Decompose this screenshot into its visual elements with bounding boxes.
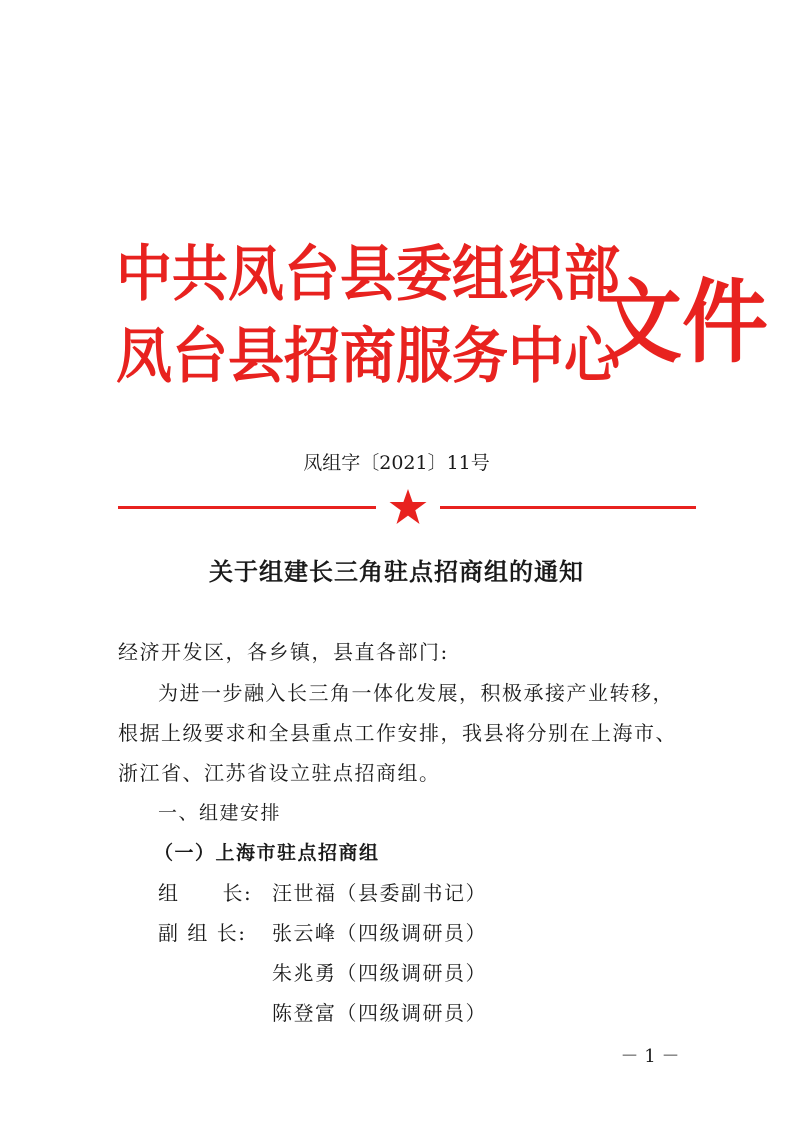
star-icon bbox=[388, 488, 428, 526]
paragraph-line-1: 为进一步融入长三角一体化发展，积极承接产业转移， bbox=[158, 681, 674, 705]
red-divider bbox=[118, 488, 696, 528]
page-number: － 1 － bbox=[620, 1046, 680, 1067]
deputy-name: 朱兆勇（四级调研员） bbox=[272, 961, 487, 985]
header-wenjian: 文件 bbox=[596, 270, 768, 376]
document-number: 凤组字〔2021〕11号 bbox=[303, 452, 490, 474]
red-header bbox=[116, 232, 768, 402]
header-issuer-1: 中共凤台县委组织部 bbox=[116, 239, 620, 310]
section-heading: 一、组建安排 bbox=[158, 802, 282, 824]
divider-line-left bbox=[118, 506, 376, 509]
leader-label: 组 长: bbox=[158, 881, 253, 905]
subsection-heading: （一）上海市驻点招商组 bbox=[154, 842, 380, 864]
deputy-label: 副 组 长: bbox=[158, 921, 247, 945]
paragraph-line-3: 浙江省、江苏省设立驻点招商组。 bbox=[118, 761, 441, 785]
deputy-name: 陈登富（四级调研员） bbox=[272, 1001, 487, 1025]
deputy-name: 张云峰（四级调研员） bbox=[272, 921, 487, 945]
divider-line-right bbox=[440, 506, 696, 509]
header-issuer-2: 凤台县招商服务中心 bbox=[116, 321, 620, 392]
paragraph-line-2: 根据上级要求和全县重点工作安排，我县将分别在上海市、 bbox=[118, 721, 677, 745]
document-title: 关于组建长三角驻点招商组的通知 bbox=[209, 557, 584, 586]
salutation: 经济开发区，各乡镇，县直各部门: bbox=[118, 640, 449, 664]
leader-name: 汪世福（县委副书记） bbox=[272, 881, 487, 905]
